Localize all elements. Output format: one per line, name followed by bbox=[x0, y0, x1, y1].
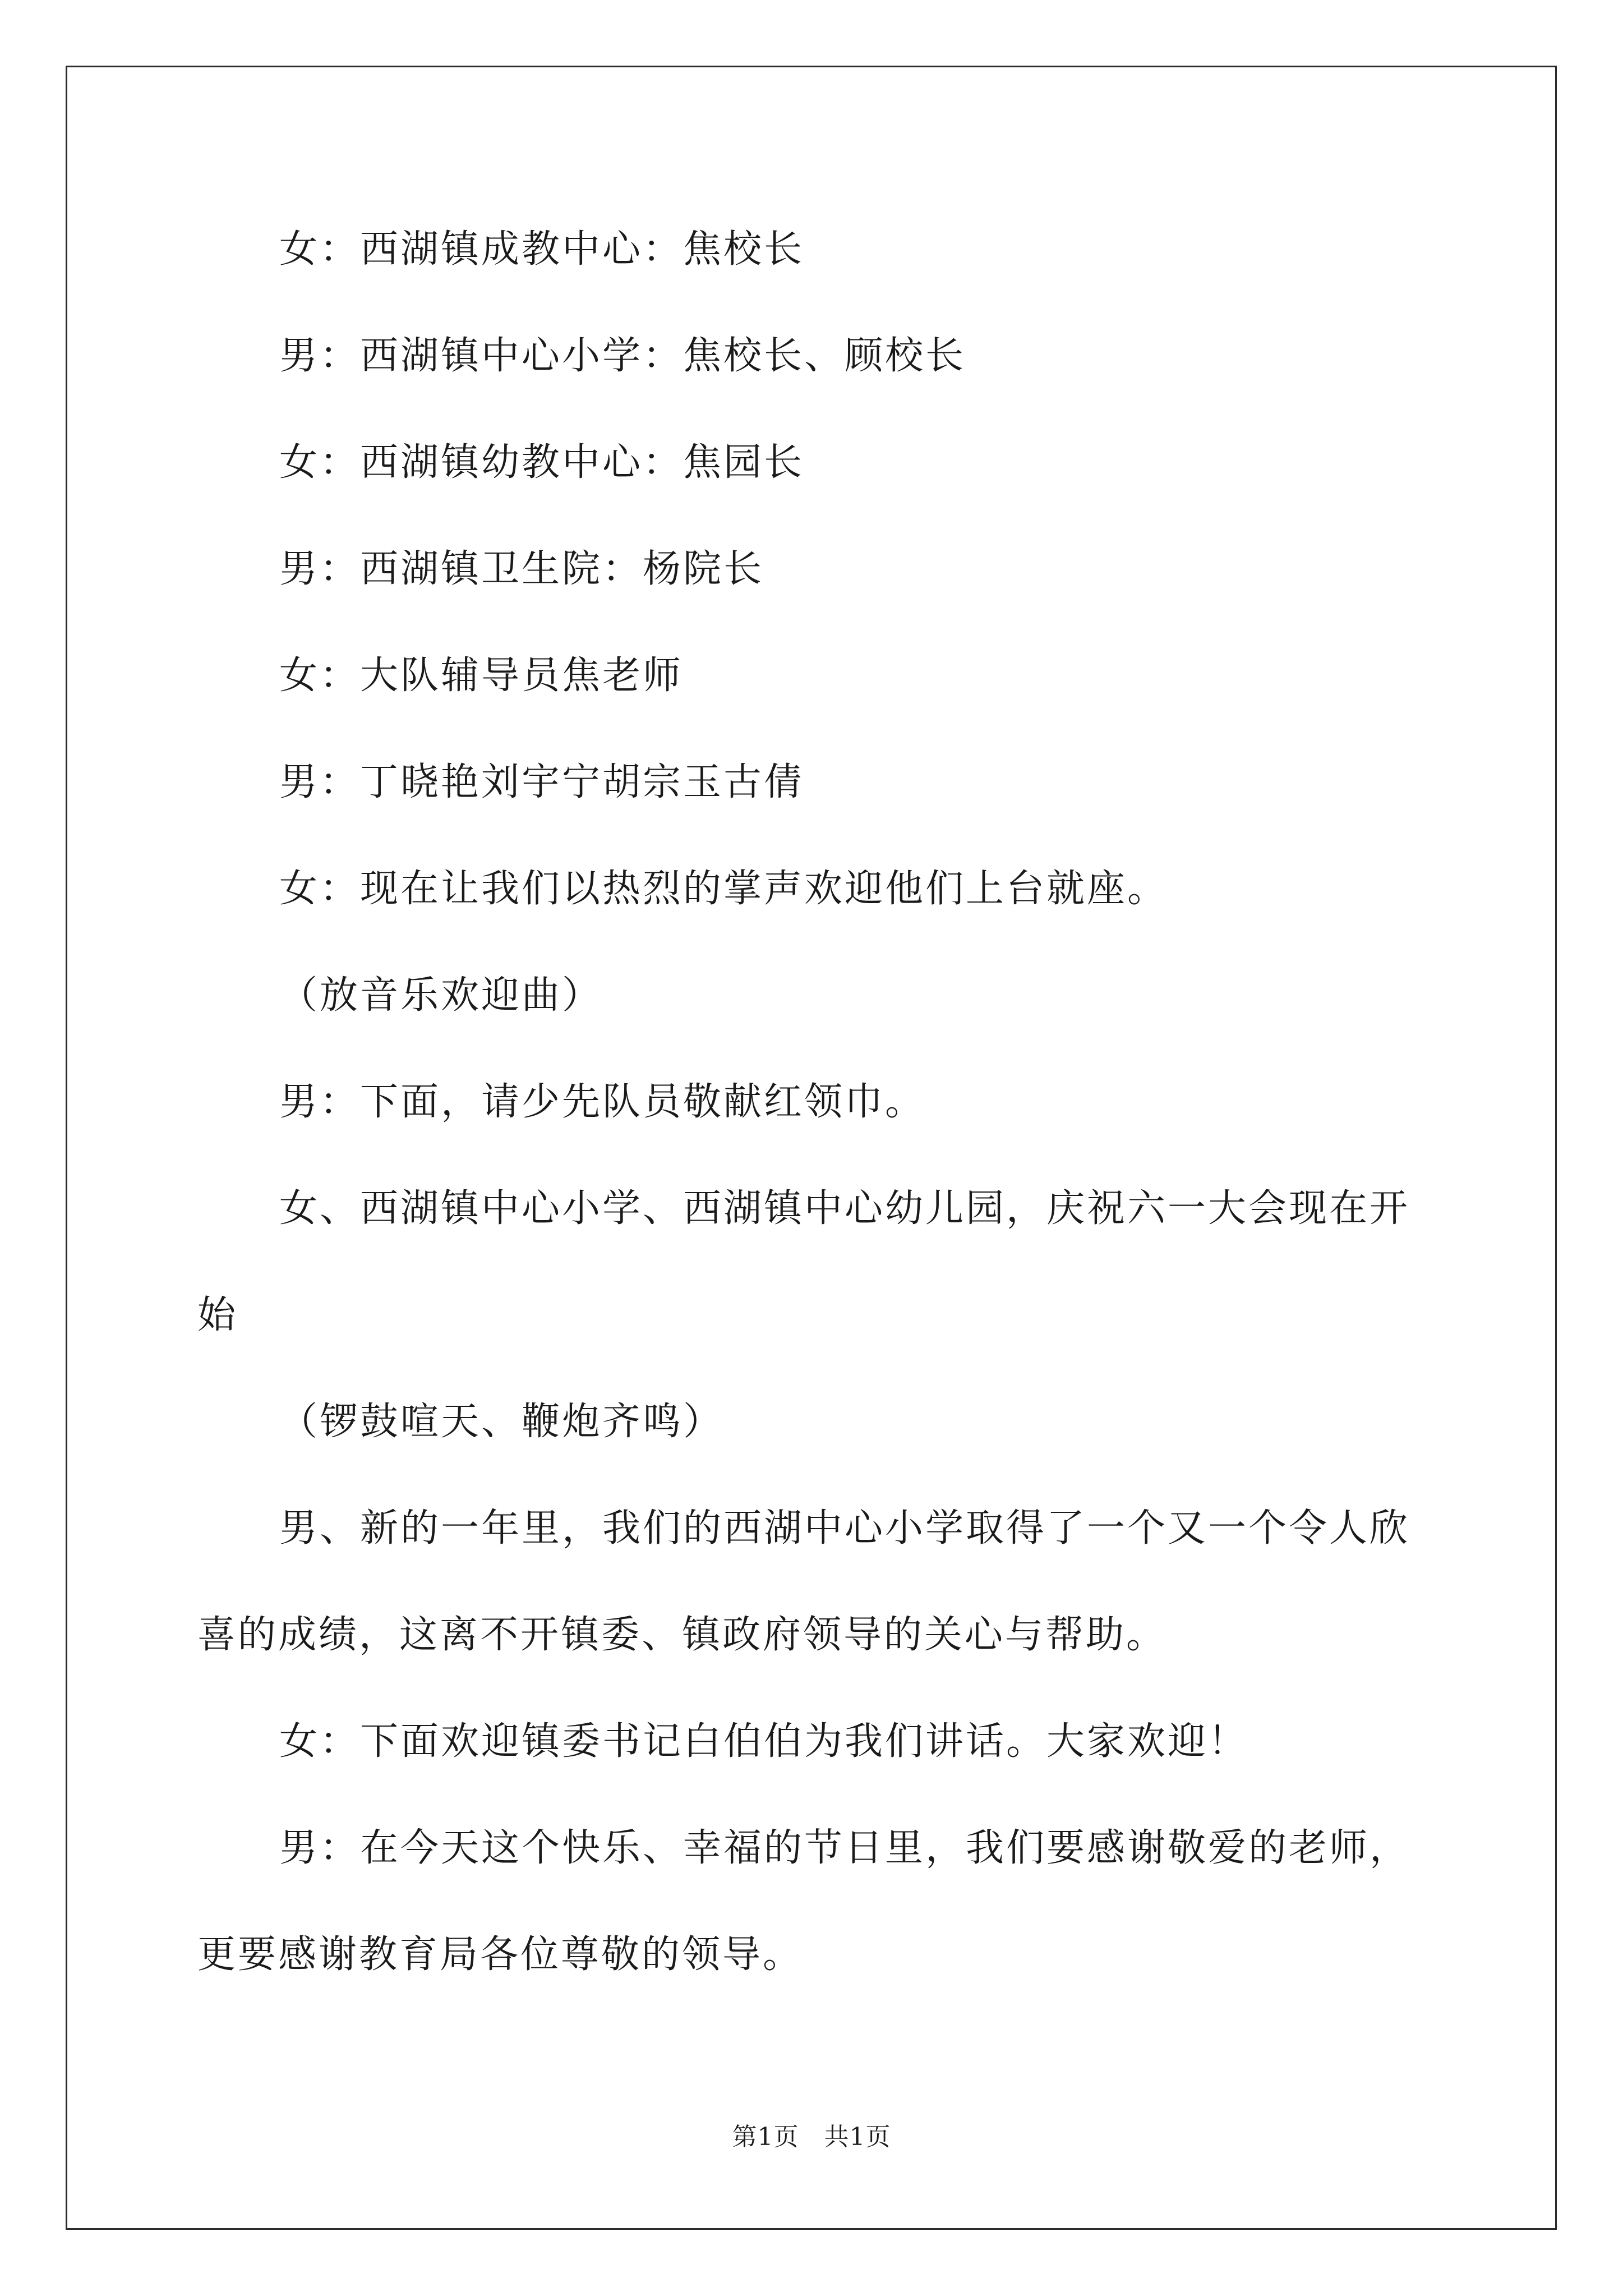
stage-direction: （放音乐欢迎曲） bbox=[279, 973, 603, 1018]
script-line: 男：西湖镇卫生院：杨院长 bbox=[279, 547, 764, 591]
page-border bbox=[66, 66, 1557, 2230]
script-line: 男：下面，请少先队员敬献红领巾。 bbox=[279, 1080, 926, 1124]
script-line: 女：大队辅导员焦老师 bbox=[279, 654, 684, 698]
script-line: 男：西湖镇中心小学：焦校长、顾校长 bbox=[279, 334, 966, 378]
script-line-continuation: 喜的成绩，这离不开镇委、镇政府领导的关心与帮助。 bbox=[197, 1613, 1167, 1657]
script-line: 女、西湖镇中心小学、西湖镇中心幼儿园，庆祝六一大会现在开 bbox=[279, 1186, 1410, 1231]
stage-direction: （锣鼓喧天、鞭炮齐鸣） bbox=[279, 1400, 724, 1444]
script-line: 女：西湖镇成教中心：焦校长 bbox=[279, 227, 805, 272]
script-line: 女：现在让我们以热烈的掌声欢迎他们上台就座。 bbox=[279, 867, 1168, 911]
script-line: 女：下面欢迎镇委书记白伯伯为我们讲话。大家欢迎！ bbox=[279, 1719, 1249, 1764]
script-line: 男：在今天这个快乐、幸福的节日里，我们要感谢敬爱的老师， bbox=[279, 1826, 1410, 1870]
script-line: 男：丁晓艳刘宇宁胡宗玉古倩 bbox=[279, 760, 805, 804]
script-line-continuation: 始 bbox=[197, 1293, 238, 1337]
script-line: 女：西湖镇幼教中心：焦园长 bbox=[279, 440, 805, 485]
script-line-continuation: 更要感谢教育局各位尊敬的领导。 bbox=[197, 1932, 804, 1977]
script-line: 男、新的一年里，我们的西湖中心小学取得了一个又一个令人欣 bbox=[279, 1506, 1410, 1550]
page-number-footer: 第1页 共1页 bbox=[732, 2123, 891, 2151]
